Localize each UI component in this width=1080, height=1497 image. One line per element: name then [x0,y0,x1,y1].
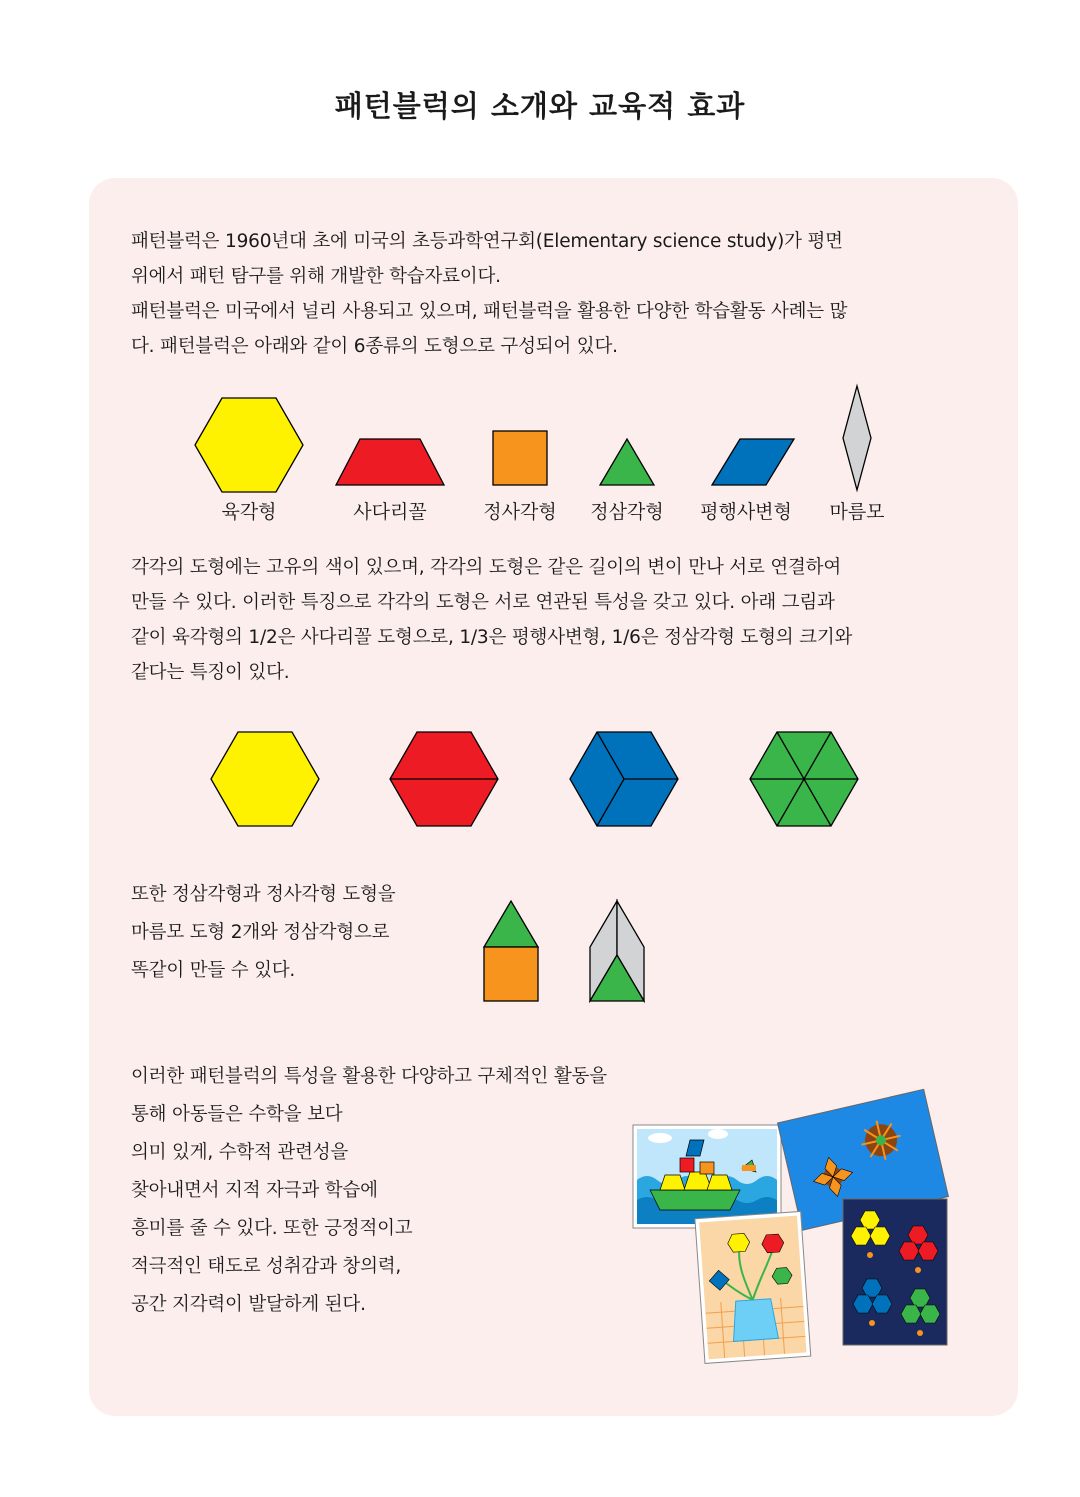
shape-label-triangle: 정삼각형 [590,501,664,523]
intro-line: 위에서 패턴 탐구를 위해 개발한 학습자료이다. [131,266,501,287]
intro-line: 패턴블럭은 미국에서 널리 사용되고 있으며, 패턴블럭을 활용한 다양한 학습활동 사례는 많 [131,301,848,322]
relation-line: 각각의 도형에는 고유의 색이 있으며, 각각의 도형은 같은 길이의 변이 만나 서로 연결하여 [131,557,842,578]
also-line: 마름모 도형 2개와 정삼각형으로 [131,922,390,943]
benefit-line: 공간 지각력이 발달하게 된다. [131,1294,366,1315]
page-title: 패턴블럭의 소개와 교육적 효과 [334,89,746,123]
shape-label-square: 정사각형 [483,501,557,523]
relation-line: 같이 육각형의 1/2은 사다리꼴 도형으로, 1/3은 평행사변형, 1/6은 정삼각형 도형의 크기와 [131,627,853,648]
benefit-line: 통해 아동들은 수학을 보다 [131,1104,343,1125]
benefit-line: 이러한 패턴블럭의 특성을 활용한 다양하고 구체적인 활동을 [131,1066,607,1087]
benefit-line: 흥미를 줄 수 있다. 또한 긍정적이고 [131,1218,413,1239]
benefit-line: 찾아내면서 지적 자극과 학습에 [131,1180,378,1201]
shape-label-hexagon: 육각형 [221,501,277,523]
relation-line: 만들 수 있다. 이러한 특징으로 각각의 도형은 서로 연관된 특성을 갖고 있다. 아래 그림과 [131,592,835,613]
relation-line: 같다는 특징이 있다. [131,662,290,683]
benefit-line: 적극적인 태도로 성취감과 창의력, [131,1256,402,1277]
shape-label-rhombus: 마름모 [829,501,885,523]
also-paragraph [131,876,471,990]
intro-line: 패턴블럭은 1960년대 초에 미국의 초등과학연구회(Elementary science study)가 평면 [131,231,843,252]
shape-label-trapezoid: 사다리꼴 [353,501,427,523]
shape-label-parallelogram: 평행사변형 [700,501,792,523]
intro-line: 다. 패턴블럭은 아래와 같이 6종류의 도형으로 구성되어 있다. [131,336,618,357]
also-line: 똑같이 만들 수 있다. [131,960,296,981]
intro-paragraph [131,224,973,364]
also-line: 또한 정삼각형과 정사각형 도형을 [131,884,396,905]
benefit-paragraph [131,1058,691,1324]
benefit-line: 의미 있게, 수학적 관련성을 [131,1142,349,1163]
relation-paragraph [131,550,973,690]
